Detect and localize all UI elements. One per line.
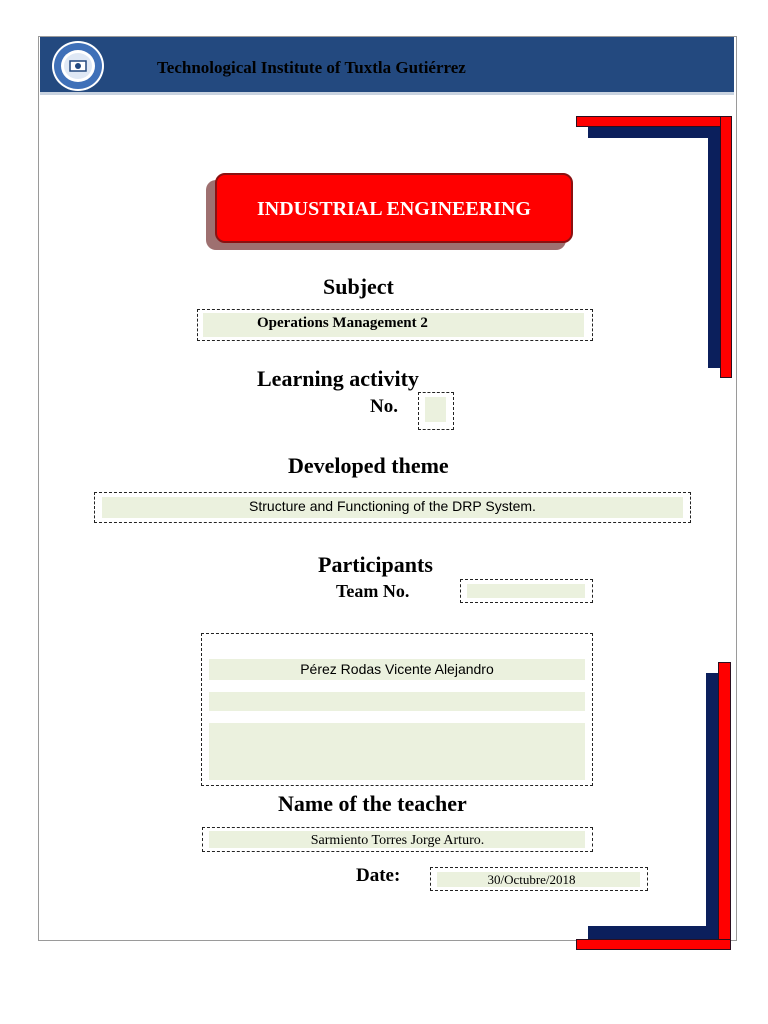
institute-seal-icon: [50, 39, 106, 93]
developed-theme-label: Developed theme: [288, 453, 449, 478]
teacher-label: Name of the teacher: [278, 791, 467, 816]
corner-top-navy-vertical: [708, 126, 720, 368]
activity-number-field: [425, 397, 446, 422]
corner-top-red-vertical: [720, 116, 732, 378]
team-number-label: Team No.: [336, 581, 410, 601]
theme-value: Structure and Functioning of the DRP System.: [249, 498, 536, 514]
team-number-field: [467, 584, 585, 598]
career-banner: [215, 173, 573, 243]
subject-label: Subject: [323, 274, 394, 299]
participants-label: Participants: [318, 552, 433, 577]
corner-top-red-horizontal: [576, 116, 732, 127]
date-label: Date:: [356, 865, 401, 886]
teacher-value: Sarmiento Torres Jorge Arturo.: [310, 833, 485, 848]
corner-bottom-navy-horizontal: [588, 926, 718, 939]
corner-top-navy-horizontal: [588, 126, 716, 138]
participant-name-1: Pérez Rodas Vicente Alejandro: [300, 661, 494, 677]
institution-name: Technological Institute of Tuxtla Gutiérrez: [157, 58, 466, 77]
corner-bottom-red-horizontal: [576, 939, 731, 950]
corner-bottom-navy-vertical: [706, 673, 718, 931]
activity-number-label: No.: [370, 396, 398, 417]
subject-value: Operations Management 2: [257, 315, 428, 331]
corner-bottom-red-vertical: [718, 662, 731, 950]
participant-field-2: [209, 692, 585, 711]
career-title: INDUSTRIAL ENGINEERING: [257, 198, 531, 220]
learning-activity-label: Learning activity: [257, 366, 419, 391]
participant-field-3: [209, 723, 585, 780]
date-value: 30/Octubre/2018: [487, 872, 576, 887]
